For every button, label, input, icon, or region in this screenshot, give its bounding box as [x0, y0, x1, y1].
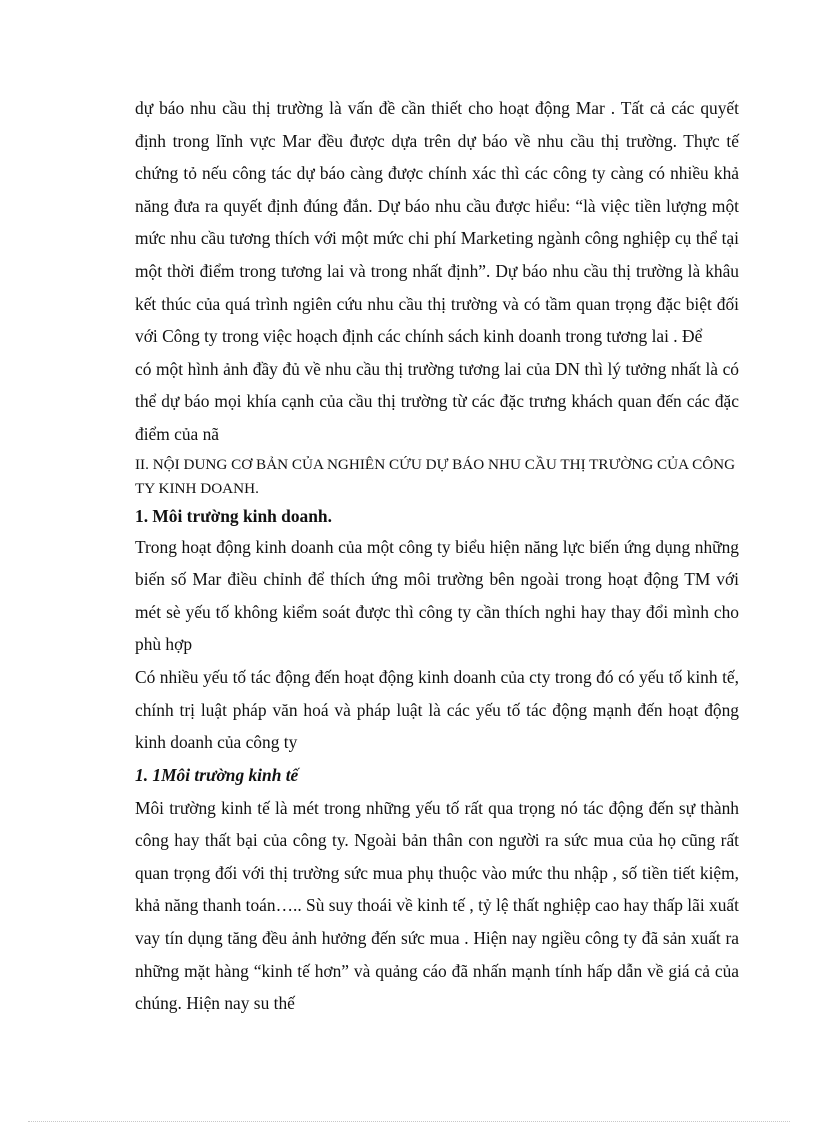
- page-bottom-divider: [28, 1121, 790, 1122]
- document-body: [135, 92, 739, 1020]
- paragraph-factors: Có nhiều yếu tố tác động đến hoạt động kinh doanh của cty trong đó có yếu tố kinh tế, chính trị luật pháp văn hoá và pháp luật là các yếu tố tác động mạnh đến hoạt động kinh doanh của công ty: [135, 666, 739, 753]
- subheading-business-environment: 1. Môi trường kinh doanh.: [135, 505, 332, 526]
- paragraph-ideal-forecast: có một hình ảnh đầy đủ về nhu cầu thị trường tương lai của DN thì lý tưởng nhất là có thể dự báo mọi khía cạnh của cầu thị trường từ các đặc trưng khách quan đến các đặc điểm của nã: [135, 358, 739, 444]
- paragraph-business-activity: Trong hoạt động kinh doanh của một công ty biểu hiện năng lực biến ứng dụng những biến số Mar điều chỉnh để thích ứng môi trường bên ngoài trong hoạt động TM với mét sè yếu tố không kiểm soát được thì công ty cần thích nghi hay thay đổi mình cho phù hợp: [135, 536, 739, 655]
- paragraph-demand-forecast: dự báo nhu cầu thị trường là vấn đề cần thiết cho hoạt động Mar . Tất cả các quyết định trong lĩnh vực Mar đều được dựa trên dự báo về nhu cầu thị trường. Thực tế chứng tỏ nếu công tác dự báo càng được chính xác thì các công ty càng có nhiều khả năng đưa ra quyết định đúng đắn. Dự báo nhu cầu được hiểu: “là việc tiền lượng một mức nhu cầu tương thích với một mức chi phí Marketing ngành công nghiệp cụ thể tại một thời điểm trong tương lai và trong nhất định”. Dự báo nhu cầu thị trường là khâu kết thúc của quá trình ngiên cứu nhu cầu thị trường và có tầm quan trọng đặc biệt đối với Công ty trong việc hoạch định các chính sách kinh doanh trong tương lai . Để: [135, 98, 739, 347]
- subheading-economic-environment: 1. 1Môi trường kinh tế: [135, 764, 299, 785]
- section-heading: II. NỘI DUNG CƠ BẢN CỦA NGHIÊN CỨU DỰ BÁO NHU CẦU THỊ TRƯỜNG CỦA CÔNG TY KINH DOANH.: [135, 455, 736, 497]
- paragraph-economic-environment: Môi trường kinh tế là mét trong những yếu tố rất qua trọng nó tác động đến sự thành công hay thất bại của công ty. Ngoài bản thân con người ra sức mua của họ cũng rất quan trọng đối với thị trường sức mua phụ thuộc vào mức thu nhập , số tiền tiết kiệm, khả năng thanh toán….. Sù suy thoái về kinh tế , tỷ lệ thất nghiệp cao hay thấp lãi xuất vay tín dụng tăng đều ảnh hưởng đến sức mua . Hiện nay ngiều công ty đã sản xuất ra những mặt hàng “kinh tế hơn” và quảng cáo đã nhấn mạnh tính hấp dẫn về giá cả của chúng. Hiện nay su thế: [135, 797, 739, 1014]
